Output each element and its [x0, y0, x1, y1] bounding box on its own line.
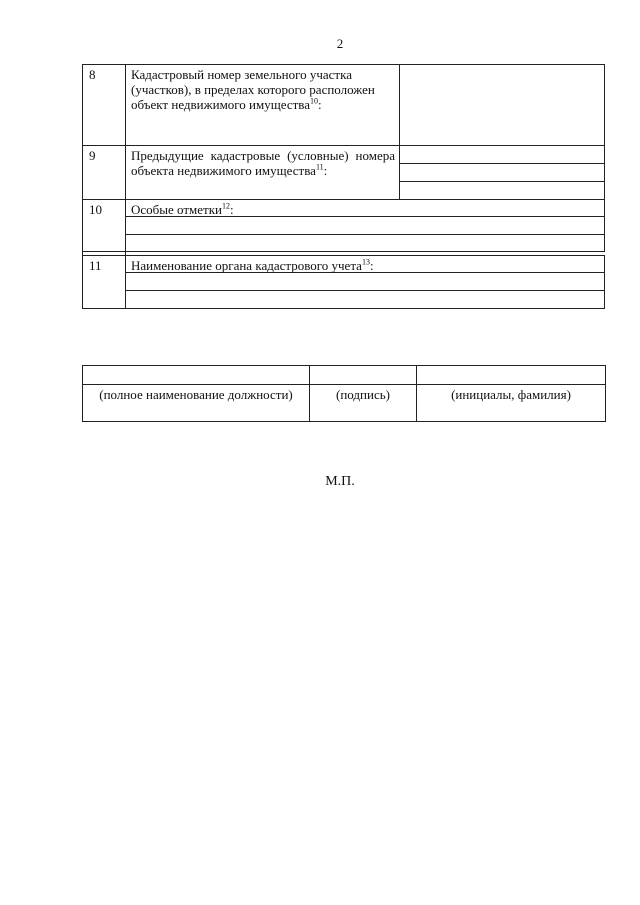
row-label-9 [126, 146, 400, 200]
row-label-9-colon: : [323, 163, 328, 178]
table-row-9 [83, 146, 605, 200]
page-number: 2 [336, 36, 344, 51]
row-number-9: 9 [83, 146, 126, 200]
signature-fill-row [83, 366, 606, 385]
position-field[interactable] [83, 366, 310, 385]
row-value-9 [400, 146, 605, 200]
row-label-8 [126, 65, 400, 146]
row-label-10-text: Особые отметки [131, 202, 222, 217]
remarks-line-2[interactable] [126, 234, 604, 251]
row-label-10-footnote: 12 [222, 201, 230, 211]
row-label-10-colon: : [230, 202, 234, 217]
cadastral-info-table [82, 64, 605, 309]
row-number-11: 11 [83, 256, 126, 309]
row-body-11 [126, 256, 605, 309]
name-field[interactable] [417, 366, 606, 385]
name-caption: (инициалы, фамилия) [417, 385, 606, 422]
signature-field[interactable] [310, 366, 417, 385]
stamp-place: М.П. [325, 474, 355, 489]
table-row-10 [83, 200, 605, 252]
position-caption: (полное наименование должности) [83, 385, 310, 422]
row-label-10 [126, 200, 604, 216]
row-body-10 [126, 200, 605, 252]
row-value-8[interactable] [400, 65, 605, 146]
table-row-11 [83, 256, 605, 309]
row-label-9-text: Предыдущие кадастровые (условные) номера объекта недвижимого имущества [131, 148, 395, 178]
row-label-9-footnote: 11 [315, 162, 324, 172]
row-label-11-text: Наименование органа кадастрового учета [131, 258, 362, 273]
value-line-9-1[interactable] [400, 146, 604, 163]
row-label-11-footnote: 13 [361, 257, 370, 267]
authority-line-1[interactable] [126, 272, 604, 290]
row-label-11-colon: : [369, 258, 374, 273]
row-number-8: 8 [83, 65, 126, 146]
signature-table [82, 365, 606, 422]
value-line-9-3[interactable] [400, 181, 604, 198]
row-number-10: 10 [83, 200, 126, 252]
row-label-8-colon: : [318, 97, 322, 112]
row-label-8-footnote: 10 [310, 96, 319, 106]
signature-caption-row [83, 385, 606, 422]
row-label-11 [126, 256, 604, 272]
remarks-line-1[interactable] [126, 216, 604, 234]
table-row-8 [83, 65, 605, 146]
authority-line-2[interactable] [126, 290, 604, 308]
row-label-8-text: Кадастровый номер земельного участка (участков), в пределах которого расположен объект недвижимого имущества [131, 67, 375, 112]
value-line-9-2[interactable] [400, 163, 604, 181]
signature-caption: (подпись) [310, 385, 417, 422]
